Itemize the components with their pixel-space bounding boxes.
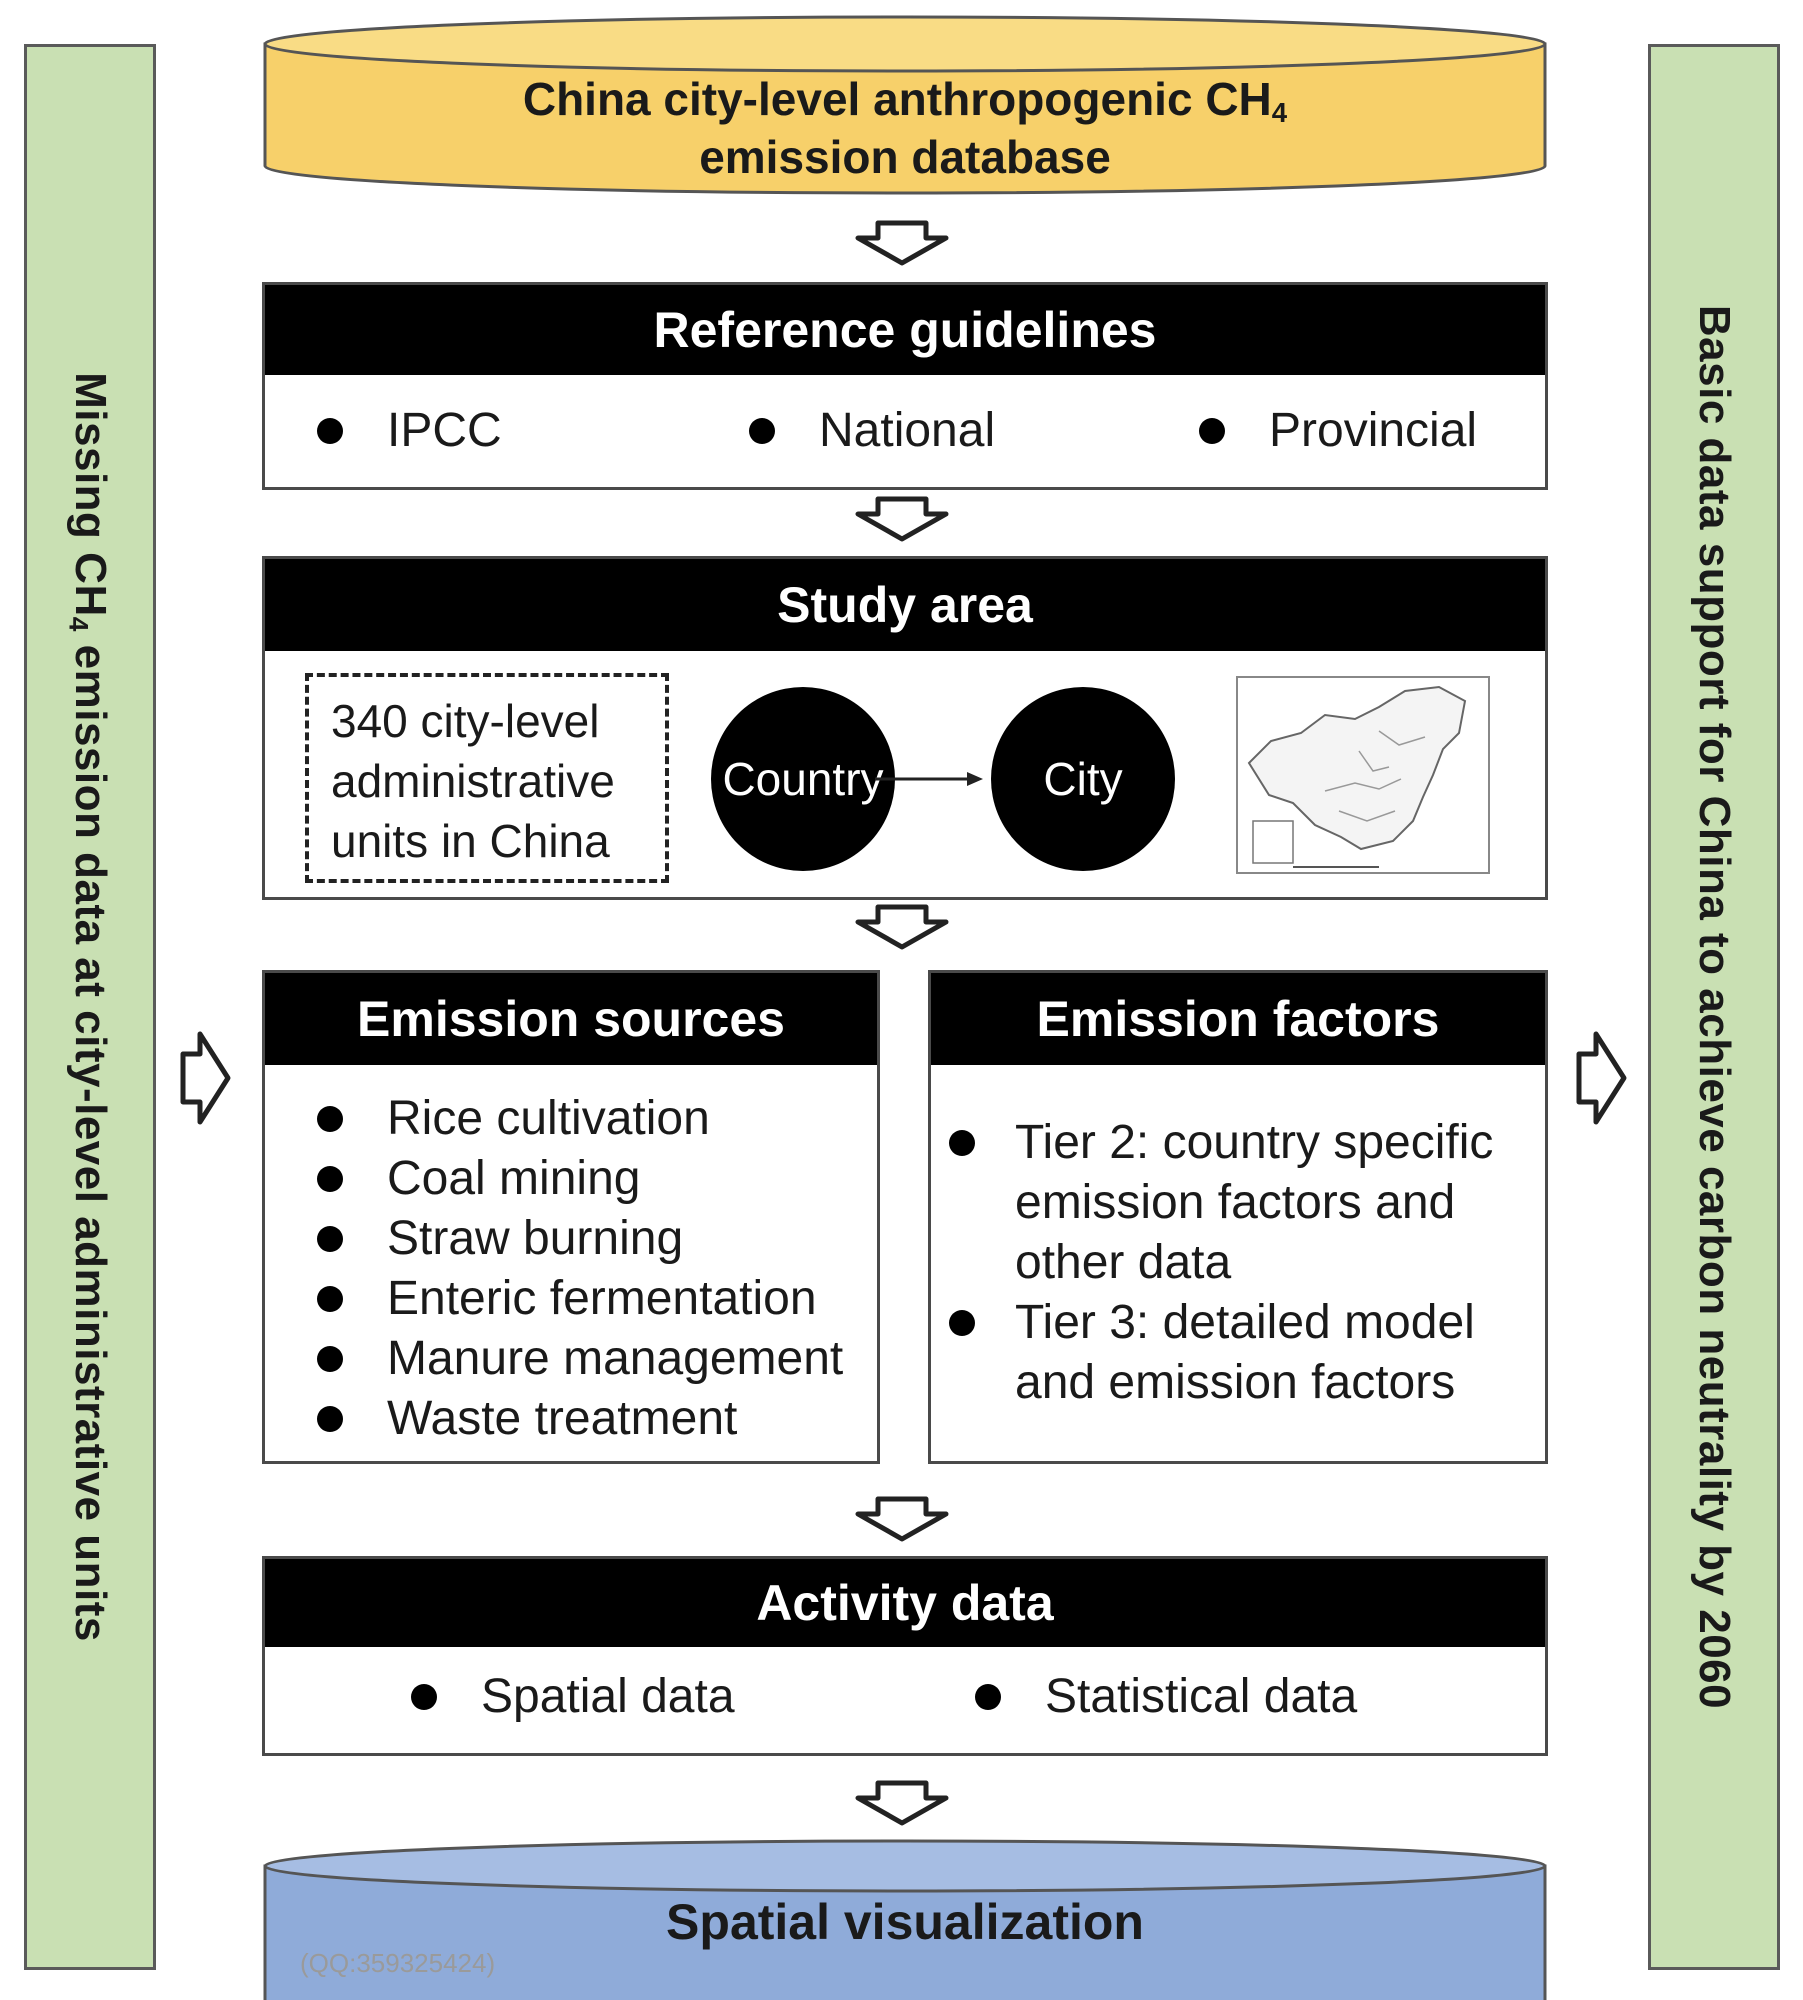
admin-units-note: 340 city-level administrative units in China bbox=[305, 673, 669, 883]
right-side-panel bbox=[1648, 44, 1780, 1970]
source-item: Enteric fermentation bbox=[317, 1269, 843, 1329]
down-arrow-icon bbox=[854, 1780, 950, 1826]
left-side-panel bbox=[24, 44, 156, 1970]
down-arrow-icon bbox=[854, 904, 950, 950]
watermark: (QQ:359325424) bbox=[300, 1948, 496, 1978]
right-arrow-icon bbox=[1576, 1030, 1628, 1126]
study-area-box bbox=[262, 556, 1548, 900]
emission-sources-title: Emission sources bbox=[265, 973, 877, 1065]
source-item: Manure management bbox=[317, 1329, 843, 1389]
city-node: City bbox=[991, 687, 1175, 871]
tier-3-item: Tier 3: detailed model and emission factors bbox=[949, 1293, 1493, 1413]
activity-data-title: Activity data bbox=[265, 1559, 1545, 1647]
bullet-icon bbox=[749, 418, 775, 444]
down-arrow-icon bbox=[854, 1496, 950, 1542]
emission-sources-box bbox=[262, 970, 880, 1464]
visualization-title: Spatial visualization bbox=[666, 1894, 1144, 1950]
activity-item: Statistical data bbox=[975, 1669, 1357, 1724]
right-arrow-icon bbox=[180, 1030, 232, 1126]
database-title-line2: emission database bbox=[699, 131, 1111, 183]
emission-factors-box bbox=[928, 970, 1548, 1464]
bullet-icon bbox=[317, 1406, 343, 1432]
bullet-icon bbox=[317, 1226, 343, 1252]
activity-data-box bbox=[262, 1556, 1548, 1756]
source-item: Rice cultivation bbox=[317, 1089, 843, 1149]
connector-arrow-icon bbox=[875, 769, 985, 789]
guideline-item: IPCC bbox=[317, 403, 502, 458]
bullet-icon bbox=[975, 1684, 1001, 1710]
guideline-item: National bbox=[749, 403, 995, 458]
reference-guidelines-box bbox=[262, 282, 1548, 490]
bullet-icon bbox=[317, 1166, 343, 1192]
bullet-icon bbox=[411, 1684, 437, 1710]
bullet-icon bbox=[317, 1286, 343, 1312]
activity-item: Spatial data bbox=[411, 1669, 735, 1724]
tier-2-item: Tier 2: country specific emission factors and other data bbox=[949, 1113, 1493, 1293]
bullet-icon bbox=[949, 1310, 975, 1336]
left-side-label: Missing $CH_4$ emission data at city-level administrative units bbox=[63, 372, 115, 1642]
source-item: Straw burning bbox=[317, 1209, 843, 1269]
china-map-icon bbox=[1229, 671, 1499, 881]
bullet-icon bbox=[1199, 418, 1225, 444]
bullet-icon bbox=[317, 418, 343, 444]
bullet-icon bbox=[317, 1346, 343, 1372]
study-area-title: Study area bbox=[265, 559, 1545, 651]
right-side-label: Basic data support for China to achieve carbon neutrality by 2060 bbox=[1690, 304, 1739, 1710]
database-title-line1: China city-level anthropogenic $CH_4$ bbox=[522, 73, 1288, 128]
emission-factors-title: Emission factors bbox=[931, 973, 1545, 1065]
source-item: Coal mining bbox=[317, 1149, 843, 1209]
country-node: Country bbox=[711, 687, 895, 871]
down-arrow-icon bbox=[854, 220, 950, 266]
bullet-icon bbox=[317, 1106, 343, 1132]
guideline-item: Provincial bbox=[1199, 403, 1477, 458]
bullet-icon bbox=[949, 1130, 975, 1156]
reference-guidelines-title: Reference guidelines bbox=[265, 285, 1545, 375]
database-cylinder bbox=[262, 14, 1548, 196]
source-item: Waste treatment bbox=[317, 1389, 843, 1449]
down-arrow-icon bbox=[854, 496, 950, 542]
